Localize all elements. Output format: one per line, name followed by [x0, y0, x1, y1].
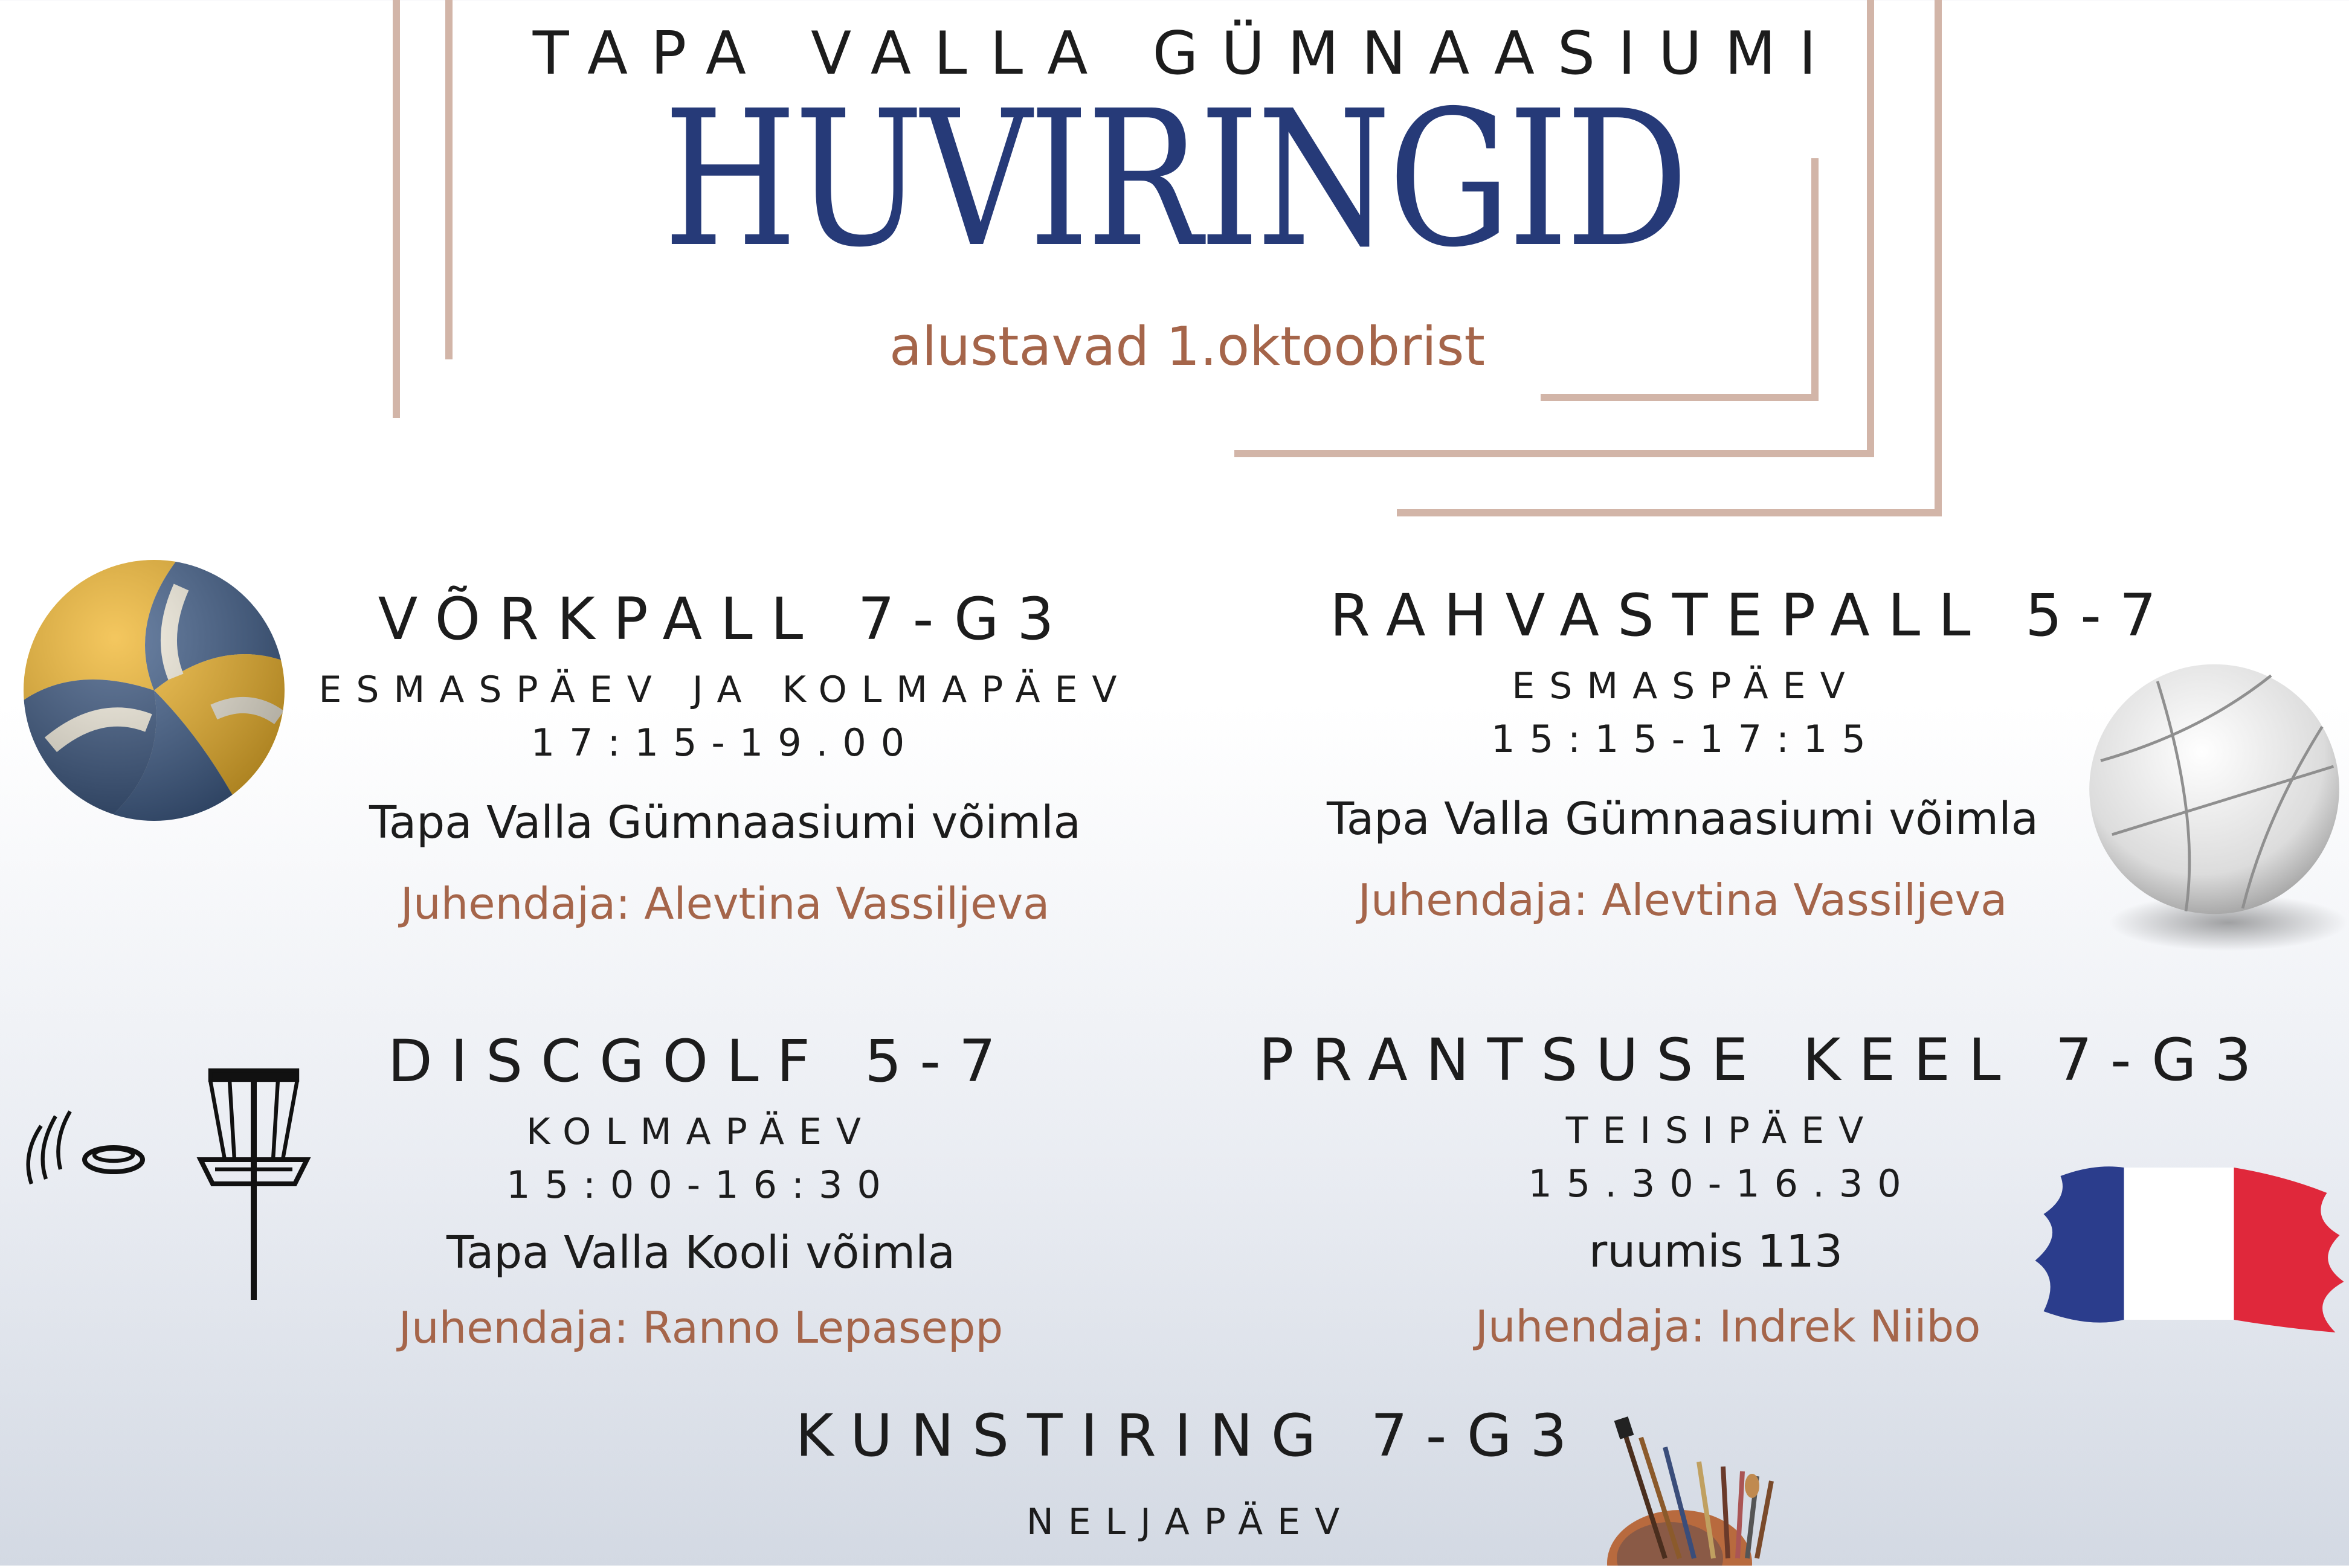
activity-kunstiring [749, 1401, 1631, 1549]
activity-rahvastepall [1269, 581, 2235, 929]
activity-days: KOLMAPÄEV [526, 1111, 875, 1154]
disc-golf-basket-icon [17, 1063, 331, 1305]
activity-time: 15:00-16:30 [506, 1163, 895, 1207]
activity-days: NELJAPÄEV [1026, 1501, 1355, 1544]
activity-title: DISCGOLF 5-7 [387, 1027, 1014, 1095]
activity-days: ESMASPÄEV [1512, 665, 1860, 708]
activity-discgolf [326, 1027, 1075, 1357]
activity-time: 17:15-19.00 [530, 721, 920, 765]
activity-place: ruumis 113 [1588, 1225, 1843, 1277]
activity-coach: Juhendaja: Alevtina Vassiljeva [1358, 875, 2008, 926]
activity-title: VÕRKPALL 7-G3 [378, 585, 1072, 653]
activity-days: TEISIPÄEV [1565, 1110, 1878, 1152]
activity-place: Tapa Valla Kooli võimla [446, 1226, 955, 1279]
activity-place: Tapa Valla Gümnaasiumi võimla [369, 796, 1081, 849]
activity-time: 15.30-16.30 [1528, 1162, 1916, 1206]
activity-coach: Juhendaja: Indrek Niibo [1475, 1301, 1981, 1352]
activity-place: Tapa Valla Gümnaasiumi võimla [1326, 792, 2039, 845]
activity-vorkpall [308, 585, 1142, 933]
school-subtitle: TAPA VALLA GÜMNAASIUMI [532, 19, 1840, 88]
frame-line [1397, 509, 1942, 516]
activity-title: RAHVASTEPALL 5-7 [1330, 582, 2174, 649]
volleyball-icon [18, 554, 290, 826]
paint-brushes-icon [1583, 1413, 1873, 1566]
activity-days: ESMASPÄEV JA KOLMAPÄEV [318, 669, 1132, 712]
start-date-tagline: alustavad 1.oktoobrist [889, 315, 1486, 378]
activity-coach: Juhendaja: Ranno Lepasepp [398, 1302, 1004, 1354]
frame-line [1541, 394, 1817, 401]
page-title: HUVIRINGID [663, 71, 1686, 289]
activity-title: PRANTSUSE KEEL 7-G3 [1258, 1026, 2270, 1094]
activity-time: 15:15-17:15 [1491, 717, 1880, 762]
activity-coach: Juhendaja: Alevtina Vassiljeva [400, 878, 1050, 930]
activity-prantsuse-keel [1232, 1026, 2296, 1355]
frame-line [1234, 450, 1874, 457]
activity-title: KUNSTIRING 7-G3 [795, 1402, 1585, 1470]
